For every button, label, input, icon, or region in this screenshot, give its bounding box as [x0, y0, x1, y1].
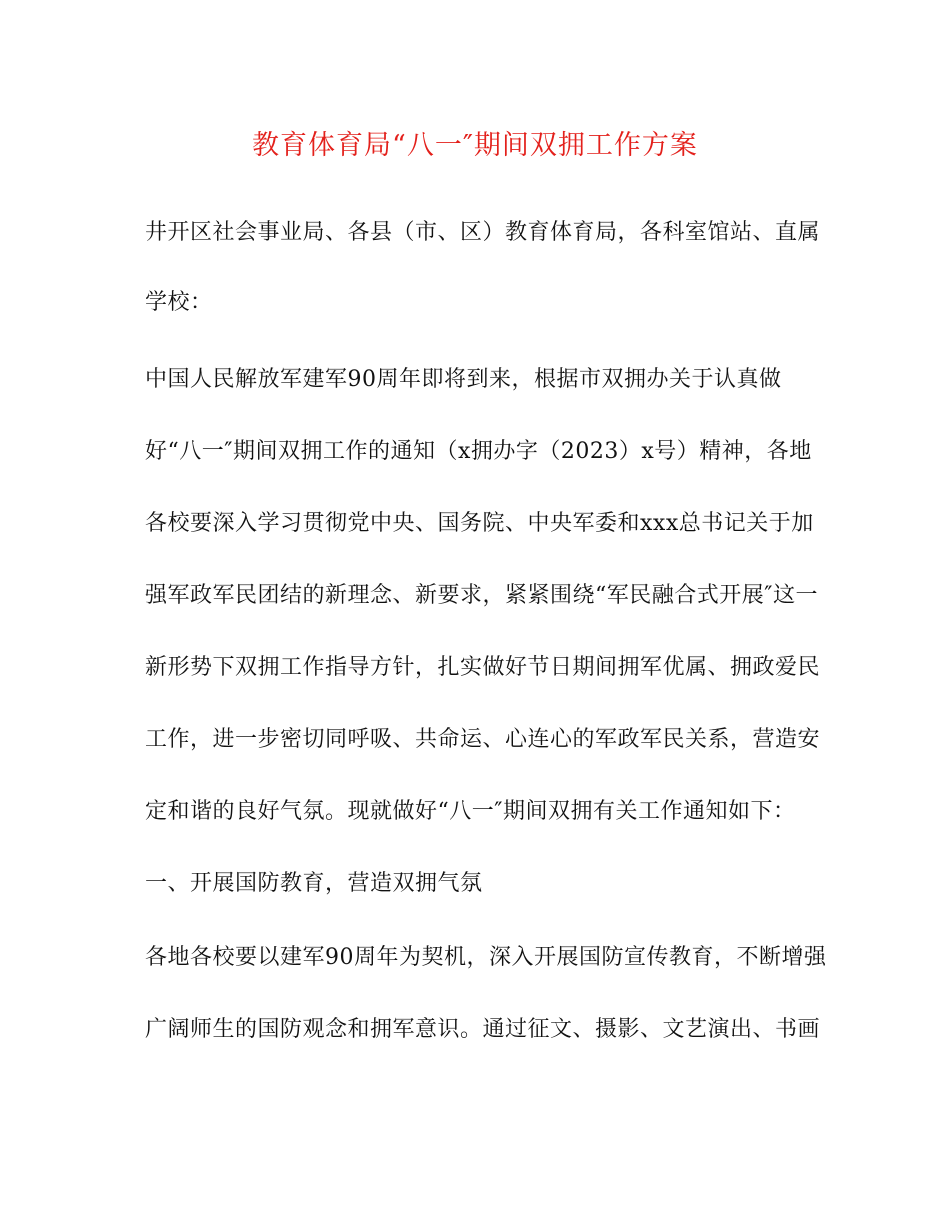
- body-line-4: 好“八一″期间双拥工作的通知（x拥办字（2023）x号）精神，各地: [145, 439, 812, 464]
- body-line-5: 各校要深入学习贯彻党中央、国务院、中央军委和xxx总书记关于加: [145, 511, 814, 536]
- body-line-1: 井开区社会事业局、各县（市、区）教育体育局，各科室馆站、直属: [145, 220, 821, 245]
- body-line-11: 各地各校要以建军90周年为契机，深入开展国防宣传教育，不断增强: [145, 945, 827, 970]
- body-line-12: 广阔师生的国防观念和拥军意识。通过征文、摄影、文艺演出、书画: [145, 1017, 821, 1042]
- section-heading-1: 一、开展国防教育，营造双拥气氛: [145, 871, 483, 896]
- body-line-6: 强军政军民团结的新理念、新要求，紧紧围绕“军民融合式开展″这一: [145, 583, 818, 608]
- body-line-3: 中国人民解放军建军90周年即将到来，根据市双拥办关于认真做: [145, 367, 782, 392]
- body-line-8: 工作，进一步密切同呼吸、共命运、心连心的军政军民关系，营造安: [145, 727, 821, 752]
- body-line-9: 定和谐的良好气氛。现就做好“八一″期间双拥有关工作通知如下：: [145, 799, 796, 824]
- document-title: 教育体育局“八一″期间双拥工作方案: [252, 130, 698, 161]
- body-line-7: 新形势下双拥工作指导方针，扎实做好节日期间拥军优属、拥政爱民: [145, 655, 821, 680]
- body-line-2: 学校：: [145, 290, 213, 315]
